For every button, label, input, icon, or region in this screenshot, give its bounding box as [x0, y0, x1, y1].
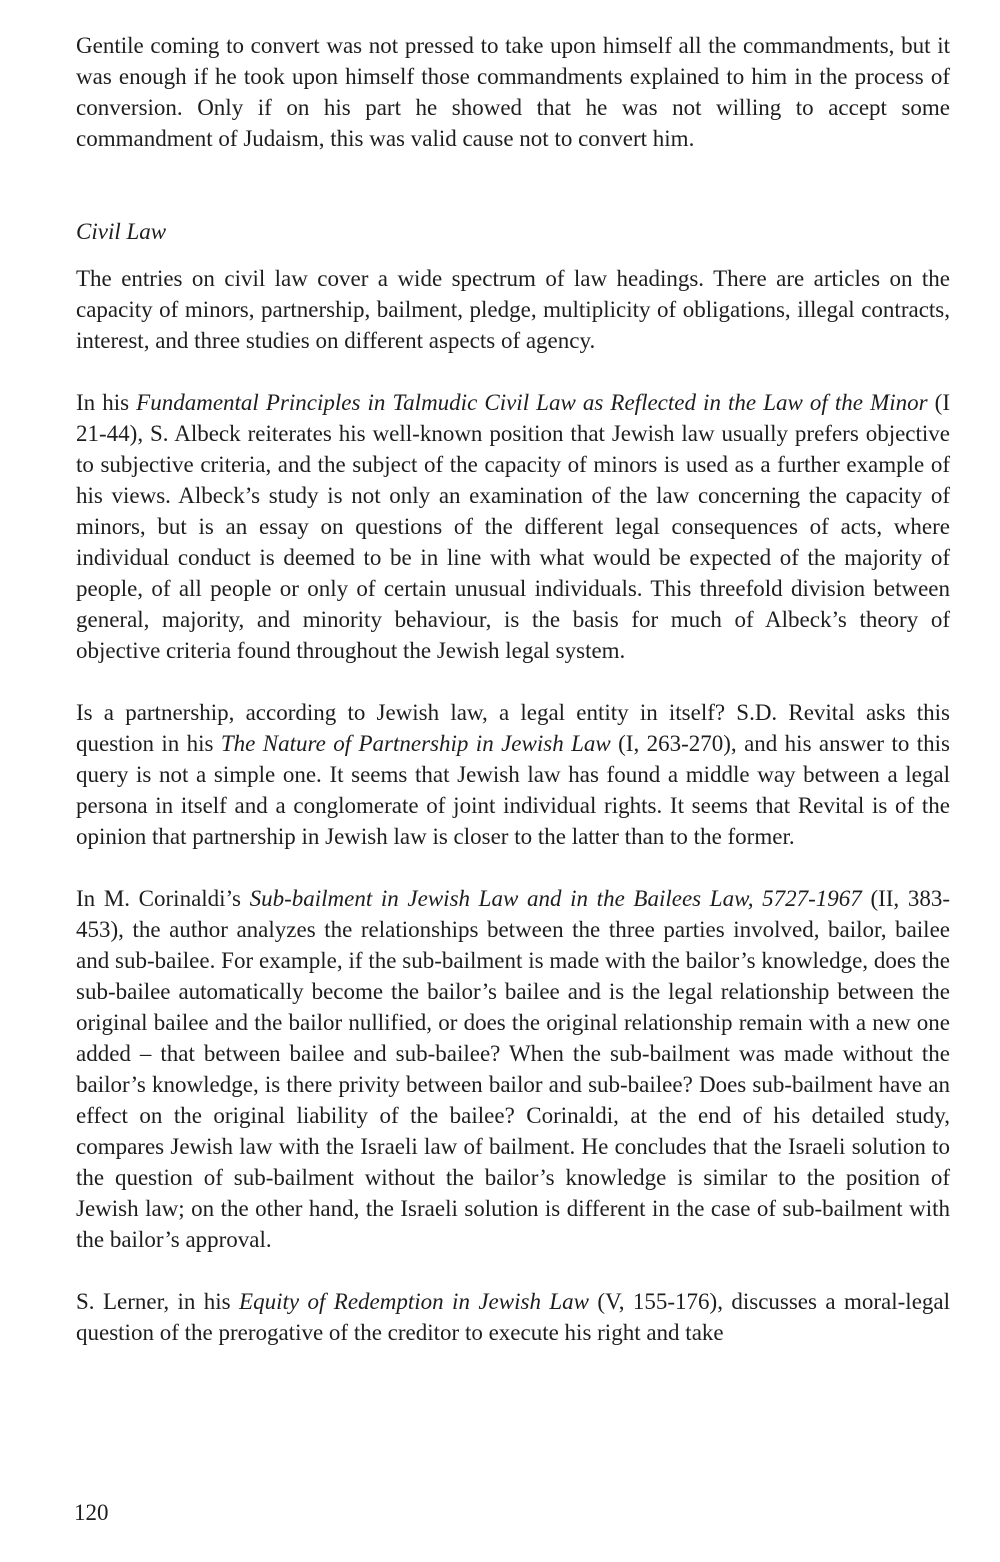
section-heading: Civil Law — [76, 219, 167, 244]
page-body — [76, 30, 950, 1348]
paragraph-lerner-lead: S. Lerner, in his — [76, 1289, 240, 1314]
paragraph-corinaldi-lead: In M. Corinaldi’s — [76, 886, 250, 911]
paragraph-lerner — [76, 1286, 950, 1348]
paragraph-albeck-body: (I 21-44), S. Albeck reiterates his well-known position that Jewish law usually prefers objective to subjective criteria, and the subject of the capacity of minors is used as a further example of his views. Albeck’s study is not only an examination of the law concerning the capacity of minors, but is an essay on questions of the different legal consequences of acts, where individual conduct is deemed to be in line with what would be expected of the majority of people, of all people or only of certain unusual individuals. This threefold division between general, majority, and minority behaviour, is the basis for much of Albeck’s theory of objective criteria found throughout the Jewish legal system. — [76, 390, 950, 663]
paragraph-intro: Gentile coming to convert was not pressed to take upon himself all the commandments, but it was enough if he took upon himself those commandments explained to him in the process of conversion. Only if on his part he showed that he was not willing to accept some commandment of Judaism, this was valid cause not to convert him. — [76, 33, 950, 151]
work-title-revital: The Nature of Partnership in Jewish Law — [220, 731, 611, 756]
page-number: 120 — [74, 1500, 109, 1525]
paragraph-corinaldi — [76, 883, 950, 1255]
paragraph-revital-lead: Is a partnership, according to Jewish law, a legal entity in itself? S.D. Revital asks this question in his — [76, 700, 950, 756]
work-title-corinaldi: Sub-bailment in Jewish Law and in the Bailees Law, 5727-1967 — [249, 886, 862, 911]
work-title-lerner: Equity of Redemption in Jewish Law — [239, 1289, 589, 1314]
work-title-albeck: Fundamental Principles in Talmudic Civil Law as Reflected in the Law of the Minor — [136, 390, 928, 415]
paragraph-revital-body: (I, 263-270), and his answer to this query is not a simple one. It seems that Jewish law has found a middle way between a legal persona in itself and a conglomerate of joint individual rights. It seems that Revital is of the opinion that partnership in Jewish law is closer to the latter than to the former. — [76, 731, 950, 849]
paragraph-corinaldi-body: (II, 383-453), the author analyzes the relationships between the three parties involved, bailor, bailee and sub-bailee. For example, if the sub-bailment is made with the bailor’s knowledge, does the sub-bailee automatically become the bailor’s bailee and is the legal relationship between the original bailee and the bailor nullified, or does the original relationship remain with a new one added – that between bailee and sub-bailee? When the sub-bailment was made without the bailor’s knowledge, is there privity between bailor and sub-bailee? Does sub-bailment have an effect on the original liability of the bailee? Corinaldi, at the end of his detailed study, compares Jewish law with the Israeli law of bailment. He concludes that the Israeli solution to the question of sub-bailment without the bailor’s knowledge is similar to the position of Jewish law; on the other hand, the Israeli solution is different in the case of sub-bailment with the bailor’s approval. — [76, 886, 950, 1252]
paragraph-lerner-body: (V, 155-176), discusses a moral-legal question of the prerogative of the creditor to execute his right and take — [76, 1289, 950, 1345]
paragraph-revital — [76, 697, 950, 852]
paragraph-overview: The entries on civil law cover a wide spectrum of law headings. There are articles on the capacity of minors, partnership, bailment, pledge, multiplicity of obligations, illegal contracts, interest, and three studies on different aspects of agency. — [76, 266, 950, 353]
paragraph-albeck — [76, 387, 950, 666]
paragraph-albeck-lead: In his — [76, 390, 137, 415]
